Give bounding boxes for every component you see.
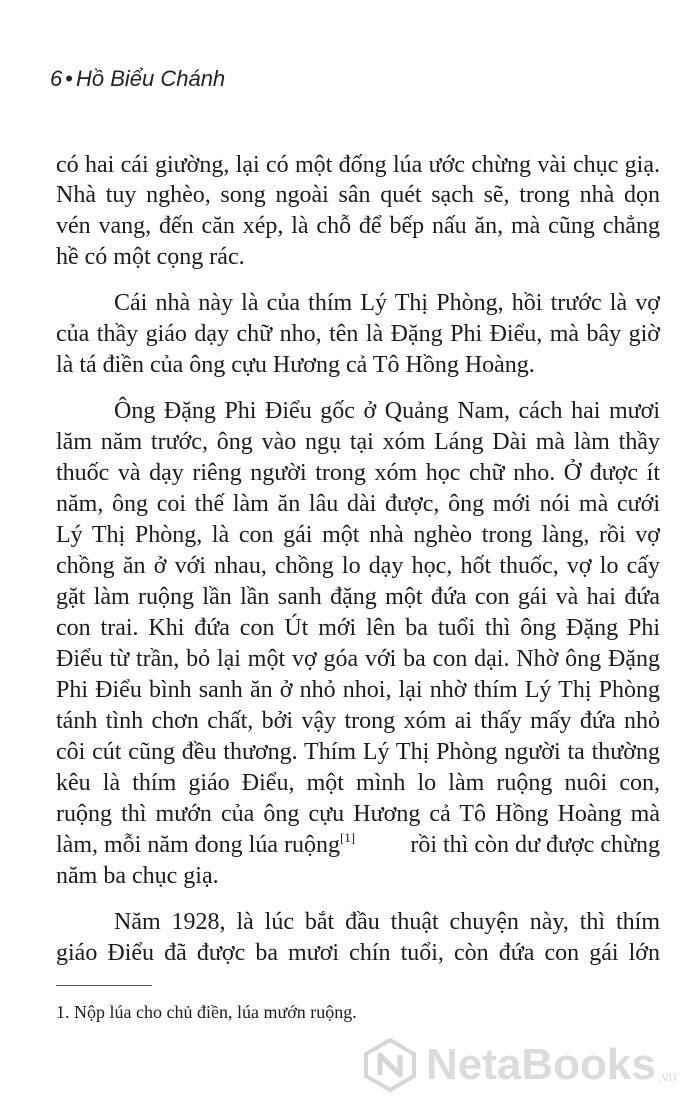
text-line: hề có một cọng rác. — [56, 244, 245, 270]
text-line: chồng ăn ở với nhau, chồng lo dạy học, hốt thuốc, vợ lo cấy — [56, 553, 660, 579]
text-segment: rồi thì còn dư được chừng — [410, 832, 660, 858]
header-separator: • — [65, 66, 73, 91]
watermark — [362, 1030, 677, 1100]
text-line: của thầy giáo dạy chữ nho, tên là Đặng Phi Điểu, mà bây giờ — [56, 321, 660, 347]
watermark-suffix: .vn — [657, 1068, 677, 1084]
text-line: Nhà tuy nghèo, song ngoài sân quét sạch sẽ, trong nhà dọn — [56, 182, 660, 208]
netabooks-logo-icon — [362, 1037, 418, 1093]
footnote: 1. Nộp lúa cho chủ điền, lúa mướn ruộng. — [56, 1002, 357, 1022]
text-line: kêu là thím giáo Điểu, một mình lo làm ruộng nuôi con, — [56, 770, 660, 796]
running-header — [50, 66, 225, 92]
text-line: có hai cái giường, lại có một đống lúa ước chừng vài chục giạ. — [56, 152, 660, 178]
text-line: Điểu từ trần, bỏ lại một vợ góa với ba con dại. Nhờ ông Đặng — [56, 646, 660, 672]
page-number: 6 — [50, 66, 63, 91]
text-line: năm ba chục giạ. — [56, 863, 219, 889]
text-line: tánh tình chơn chất, bởi vậy trong xóm ai thấy mấy đứa nhỏ — [56, 708, 660, 734]
text-line: gặt làm ruộng lần lần sanh đặng một đứa con gái và hai đứa — [56, 584, 660, 610]
text-line: giáo Điểu đã được ba mươi chín tuổi, còn đứa con gái lớn — [56, 940, 660, 966]
text-line: Lý Thị Phòng, là con gái một nhà nghèo trong làng, rồi vợ — [56, 522, 660, 548]
text-line: con trai. Khi đứa con Út mới lên ba tuổi thì ông Đặng Phi — [56, 615, 660, 641]
footnote-divider — [56, 985, 152, 986]
watermark-brand: NetaBooks — [426, 1040, 656, 1089]
footnote-marker[interactable]: [1] — [339, 830, 356, 845]
text-line: Ông Đặng Phi Điểu gốc ở Quảng Nam, cách hai mươi — [114, 398, 660, 424]
text-line: là tá điền của ông cựu Hương cả Tô Hồng Hoàng. — [56, 352, 535, 378]
text-line: ruộng thì mướn của ông cựu Hương cả Tô Hồng Hoàng mà — [56, 801, 660, 827]
text-line: Cái nhà này là của thím Lý Thị Phòng, hồi trước là vợ — [114, 290, 660, 316]
text-line: vén vang, đến căn xép, là chỗ để bếp nấu ăn, mà cũng chẳng — [56, 213, 660, 239]
book-author: Hồ Biểu Chánh — [75, 66, 226, 91]
text-line: năm, ông coi thế làm ăn lâu dài được, ông mới nói mà cưới — [56, 491, 660, 517]
text-line: Năm 1928, là lúc bắt đầu thuật chuyện này, thì thím — [114, 909, 660, 935]
text-line: lăm năm trước, ông vào ngụ tại xóm Láng Dài mà làm thầy — [56, 429, 660, 455]
text-line — [56, 830, 660, 860]
text-segment: làm, mỗi năm đong lúa ruộng[1] — [56, 830, 356, 858]
text-line: thuốc và dạy riêng người trong xóm học chữ nho. Ở được ít — [56, 460, 660, 486]
text-line: Phi Điểu bình sanh ăn ở nhỏ nhoi, lại nhờ thím Lý Thị Phòng — [56, 677, 660, 703]
text-line: côi cút cũng đều thương. Thím Lý Thị Phòng người ta thường — [56, 739, 660, 765]
